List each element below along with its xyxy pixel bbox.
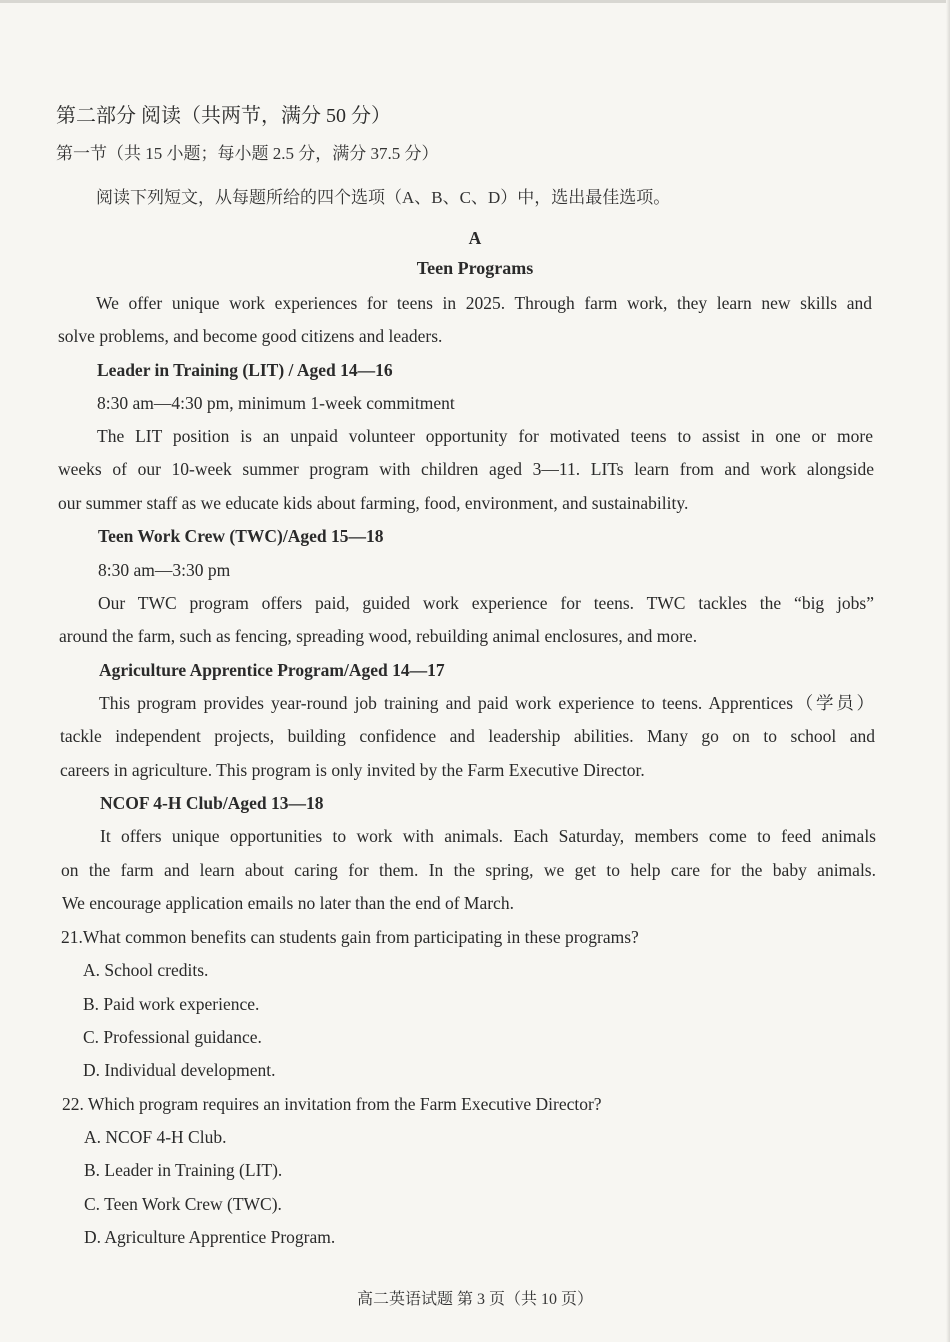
- program-body-line: Our TWC program offers paid, guided work experience for teens. TWC tackles the “big jobs”: [98, 593, 874, 613]
- passage-label: A: [468, 228, 482, 248]
- section-heading: 第一节（共 15 小题；每小题 2.5 分，满分 37.5 分）: [56, 144, 439, 163]
- program-heading: Teen Work Crew (TWC)/Aged 15—18: [98, 526, 384, 546]
- program-body-line: We encourage application emails no later than the end of March.: [62, 893, 514, 913]
- program-body-line: The LIT position is an unpaid volunteer opportunity for motivated teens to assist in one or more: [97, 426, 873, 446]
- program-body-line: on the farm and learn about caring for them. In the spring, we get to help care for the baby animals.: [61, 860, 876, 880]
- answer-option: C. Teen Work Crew (TWC).: [84, 1194, 282, 1214]
- page-footer: 高二英语试题 第 3 页（共 10 页）: [356, 1291, 593, 1308]
- answer-option: C. Professional guidance.: [83, 1027, 262, 1047]
- answer-option: D. Individual development.: [83, 1060, 276, 1080]
- program-heading: NCOF 4-H Club/Aged 13—18: [100, 793, 324, 813]
- answer-option: B. Leader in Training (LIT).: [84, 1160, 283, 1180]
- program-body-line: around the farm, such as fencing, spreading wood, rebuilding animal enclosures, and more.: [59, 626, 698, 646]
- question-stem: 22. Which program requires an invitation from the Farm Executive Director?: [62, 1094, 602, 1114]
- part-heading: 第二部分 阅读（共两节，满分 50 分）: [56, 105, 391, 127]
- answer-option: A. School credits.: [83, 960, 209, 980]
- scan-edge-top: [0, 0, 950, 3]
- program-body-line: weeks of our 10-week summer program with children aged 3—11. LITs learn from and work alongside: [58, 459, 874, 479]
- program-hours: 8:30 am—4:30 pm, minimum 1-week commitment: [97, 393, 455, 413]
- answer-option: D. Agriculture Apprentice Program.: [84, 1227, 336, 1247]
- program-body-line: tackle independent projects, building confidence and leadership abilities. Many go on to school and: [60, 726, 875, 746]
- program-heading: Leader in Training (LIT) / Aged 14—16: [97, 360, 393, 380]
- program-hours: 8:30 am—3:30 pm: [98, 560, 231, 580]
- question-stem: 21.What common benefits can students gain from participating in these programs?: [61, 927, 639, 947]
- program-heading: Agriculture Apprentice Program/Aged 14—17: [99, 660, 445, 680]
- program-body-line: our summer staff as we educate kids about farming, food, environment, and sustainability.: [58, 493, 689, 513]
- program-body-line: This program provides year-round job training and paid work experience to teens. Apprentices（学员）: [99, 693, 874, 713]
- answer-option: A. NCOF 4-H Club.: [84, 1127, 227, 1147]
- passage-title: Teen Programs: [416, 258, 534, 278]
- scan-edge-right: [946, 0, 950, 1342]
- program-body-line: careers in agriculture. This program is only invited by the Farm Executive Director.: [60, 760, 645, 780]
- instructions: 阅读下列短文，从每题所给的四个选项（A、B、C、D）中，选出最佳选项。: [96, 188, 671, 207]
- program-body-line: It offers unique opportunities to work with animals. Each Saturday, members come to feed animals: [100, 826, 876, 846]
- intro-line: We offer unique work experiences for teens in 2025. Through farm work, they learn new skills and: [96, 293, 872, 313]
- answer-option: B. Paid work experience.: [83, 994, 260, 1014]
- intro-line: solve problems, and become good citizens and leaders.: [58, 326, 443, 346]
